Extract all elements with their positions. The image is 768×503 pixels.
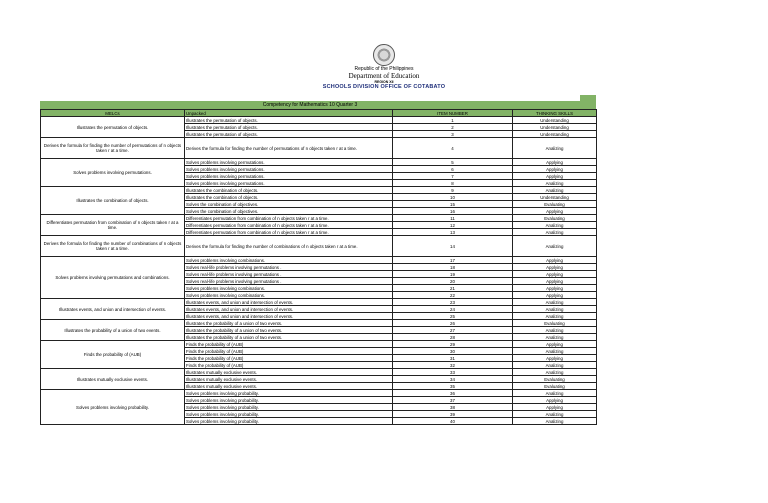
melc-cell: Illustrates the combination of objects. [41, 187, 185, 215]
unpacked-cell: Solves real-life problems involving permutations . [185, 264, 393, 271]
table-row [41, 257, 597, 264]
item-number-cell: 31 [393, 355, 513, 362]
thinking-skill-cell: Analizing [513, 299, 597, 306]
thinking-skill-cell: Analizing [513, 362, 597, 369]
unpacked-cell: Solves problems involving probability. [185, 390, 393, 397]
republic-text: Republic of the Philippines [354, 66, 414, 72]
unpacked-cell: Solves the combination of objectives. [185, 201, 393, 208]
unpacked-cell: Finds the probability of (AUB) [185, 341, 393, 348]
thinking-skill-cell: Analizing [513, 236, 597, 257]
thinking-skill-cell: Applying [513, 397, 597, 404]
unpacked-cell: Illustrates the permutation of objects. [185, 131, 393, 138]
thinking-skill-cell: Analizing [513, 348, 597, 355]
unpacked-cell: Solves the combination of objectives. [185, 208, 393, 215]
table-body [41, 117, 597, 425]
unpacked-cell: Solves problems involving combinations. [185, 257, 393, 264]
competency-table [40, 109, 597, 425]
unpacked-cell: Illustrates the probability of a union of two events. [185, 320, 393, 327]
document-header [0, 44, 768, 91]
unpacked-cell: Illustrates events, and union and intersection of events. [185, 306, 393, 313]
unpacked-cell: Finds the probability of (AUB) [185, 355, 393, 362]
column-header-unpacked: Unpacked [185, 110, 393, 117]
melc-cell: Derives the formula for finding the number of permutations of n objects taken r at a time. [41, 138, 185, 159]
thinking-skill-cell: Analizing [513, 334, 597, 341]
column-header-item-number: ITEM NUMBER [393, 110, 513, 117]
item-number-cell: 36 [393, 390, 513, 397]
item-number-cell: 21 [393, 285, 513, 292]
melc-cell: Differentiates permutation from combination of n objects taken r at a time. [41, 215, 185, 236]
thinking-skill-cell: Analizing [513, 187, 597, 194]
unpacked-cell: Solves problems involving probability. [185, 418, 393, 425]
competency-sheet [40, 101, 596, 425]
thinking-skill-cell: Analizing [513, 327, 597, 334]
item-number-cell: 30 [393, 348, 513, 355]
thinking-skill-cell: Applying [513, 159, 597, 166]
unpacked-cell: Solves problems involving combinations. [185, 292, 393, 299]
table-row [41, 341, 597, 348]
item-number-cell: 32 [393, 362, 513, 369]
thinking-skill-cell: Applying [513, 257, 597, 264]
unpacked-cell: Illustrates the combination of objects. [185, 194, 393, 201]
item-number-cell: 23 [393, 299, 513, 306]
unpacked-cell: Solves problems involving probability. [185, 411, 393, 418]
sheet-title: Competency for Mathematics 10 Quarter 3 [262, 102, 358, 108]
unpacked-cell: Solves problems involving probability. [185, 397, 393, 404]
thinking-skill-cell: Analizing [513, 390, 597, 397]
thinking-skill-cell: Understanding [513, 117, 597, 124]
unpacked-cell: Differentiates permutation from combination of n objects taken r at a time. [185, 222, 393, 229]
item-number-cell: 6 [393, 166, 513, 173]
unpacked-cell: Solves problems involving permutations. [185, 166, 393, 173]
thinking-skill-cell: Analizing [513, 313, 597, 320]
thinking-skill-cell: Applying [513, 264, 597, 271]
melc-cell: Finds the probability of (AUB) [41, 341, 185, 369]
melc-cell: Illustrates the probability of a union of two events. [41, 320, 185, 341]
item-number-cell: 12 [393, 222, 513, 229]
thinking-skill-cell: Analizing [513, 418, 597, 425]
thinking-skill-cell: Analizing [513, 222, 597, 229]
unpacked-cell: Solves real-life problems involving permutations . [185, 278, 393, 285]
thinking-skill-cell: Analizing [513, 411, 597, 418]
thinking-skill-cell: Applying [513, 208, 597, 215]
melc-cell: Illustrates mutually exclusive events. [41, 369, 185, 390]
item-number-cell: 14 [393, 236, 513, 257]
item-number-cell: 33 [393, 369, 513, 376]
thinking-skill-cell: Applying [513, 166, 597, 173]
thinking-skill-cell: Applying [513, 278, 597, 285]
melc-cell: Derives the formula for finding the number of combinations of n objects taken r at a time. [41, 236, 185, 257]
item-number-cell: 37 [393, 397, 513, 404]
melc-cell: Solves problems involving permutations and combinations. [41, 257, 185, 299]
unpacked-cell: Illustrates mutually exclusive events. [185, 369, 393, 376]
unpacked-cell: Derives the formula for finding the number of combinations of n objects taken r at a time. [185, 236, 393, 257]
unpacked-cell: Finds the probability of (AUB) [185, 362, 393, 369]
item-number-cell: 4 [393, 138, 513, 159]
column-header-thinking-skills: THINKING SKILLS [513, 110, 597, 117]
sheet-title-bar [40, 101, 596, 109]
unpacked-cell: Solves problems involving permutations. [185, 180, 393, 187]
item-number-cell: 24 [393, 306, 513, 313]
item-number-cell: 8 [393, 180, 513, 187]
thinking-skill-cell: Applying [513, 292, 597, 299]
melc-cell: Solves problems involving probability. [41, 390, 185, 425]
unpacked-cell: Illustrates events, and union and intersection of events. [185, 313, 393, 320]
item-number-cell: 34 [393, 376, 513, 383]
unpacked-cell: Illustrates mutually exclusive events. [185, 383, 393, 390]
item-number-cell: 2 [393, 124, 513, 131]
thinking-skill-cell: Understanding [513, 131, 597, 138]
region-text: REGION XII [374, 80, 394, 84]
item-number-cell: 40 [393, 418, 513, 425]
unpacked-cell: Derives the formula for finding the number of permutations of n objects taken r at a time. [185, 138, 393, 159]
thinking-skill-cell: Applying [513, 404, 597, 411]
item-number-cell: 22 [393, 292, 513, 299]
thinking-skill-cell: Applying [513, 341, 597, 348]
table-row [41, 117, 597, 124]
thinking-skill-cell: Applying [513, 271, 597, 278]
item-number-cell: 39 [393, 411, 513, 418]
unpacked-cell: Illustrates mutually exclusive events. [185, 376, 393, 383]
table-row [41, 369, 597, 376]
unpacked-cell: Solves real-life problems involving permutations . [185, 271, 393, 278]
thinking-skill-cell: Evaluating [513, 376, 597, 383]
unpacked-cell: Illustrates the probability of a union of two events. [185, 334, 393, 341]
melc-cell: Illustrates the permutation of objects. [41, 117, 185, 138]
unpacked-cell: Finds the probability of (AUB) [185, 348, 393, 355]
item-number-cell: 3 [393, 131, 513, 138]
column-header-melcs: MELCs [41, 110, 185, 117]
table-header-row [41, 110, 597, 117]
thinking-skill-cell: Evaluating [513, 383, 597, 390]
melc-cell: Solves problems involving permutations. [41, 159, 185, 187]
item-number-cell: 26 [393, 320, 513, 327]
thinking-skill-cell: Analizing [513, 180, 597, 187]
item-number-cell: 38 [393, 404, 513, 411]
item-number-cell: 9 [393, 187, 513, 194]
table-row [41, 320, 597, 327]
unpacked-cell: Illustrates the combination of objects. [185, 187, 393, 194]
item-number-cell: 13 [393, 229, 513, 236]
table-row [41, 187, 597, 194]
item-number-cell: 29 [393, 341, 513, 348]
melc-cell: Illustrates events, and union and intersection of events. [41, 299, 185, 320]
thinking-skill-cell: Understanding [513, 194, 597, 201]
item-number-cell: 11 [393, 215, 513, 222]
item-number-cell: 28 [393, 334, 513, 341]
item-number-cell: 27 [393, 327, 513, 334]
table-row [41, 138, 597, 159]
item-number-cell: 19 [393, 271, 513, 278]
thinking-skill-cell: Applying [513, 173, 597, 180]
deped-seal-icon [373, 44, 395, 66]
item-number-cell: 35 [393, 383, 513, 390]
item-number-cell: 1 [393, 117, 513, 124]
thinking-skill-cell: Applying [513, 285, 597, 292]
thinking-skill-cell: Evaluating [513, 215, 597, 222]
unpacked-cell: Illustrates events, and union and intersection of events. [185, 299, 393, 306]
thinking-skill-cell: Evaluating [513, 201, 597, 208]
item-number-cell: 15 [393, 201, 513, 208]
unpacked-cell: Solves problems involving permutations. [185, 159, 393, 166]
thinking-skill-cell: Understanding [513, 124, 597, 131]
item-number-cell: 5 [393, 159, 513, 166]
table-row [41, 236, 597, 257]
unpacked-cell: Illustrates the permutation of objects. [185, 124, 393, 131]
item-number-cell: 7 [393, 173, 513, 180]
item-number-cell: 10 [393, 194, 513, 201]
item-number-cell: 25 [393, 313, 513, 320]
thinking-skill-cell: Analizing [513, 229, 597, 236]
thinking-skill-cell: Analizing [513, 369, 597, 376]
table-row [41, 390, 597, 397]
table-row [41, 159, 597, 166]
department-text: Department of Education [348, 72, 420, 80]
table-row [41, 299, 597, 306]
item-number-cell: 17 [393, 257, 513, 264]
unpacked-cell: Solves problems involving probability. [185, 404, 393, 411]
unpacked-cell: Solves problems involving combinations. [185, 285, 393, 292]
unpacked-cell: Solves problems involving permutations. [185, 173, 393, 180]
thinking-skill-cell: Evaluating [513, 320, 597, 327]
office-text: SCHOOLS DIVISION OFFICE OF COTABATO [322, 84, 446, 90]
unpacked-cell: Illustrates the permutation of objects. [185, 117, 393, 124]
thinking-skill-cell: Analizing [513, 138, 597, 159]
item-number-cell: 16 [393, 208, 513, 215]
thinking-skill-cell: Analizing [513, 306, 597, 313]
item-number-cell: 18 [393, 264, 513, 271]
unpacked-cell: Illustrates the probability of a union of two events. [185, 327, 393, 334]
unpacked-cell: Differentiates permutation from combination of n objects taken r at a time. [185, 229, 393, 236]
item-number-cell: 20 [393, 278, 513, 285]
title-bar-tab [580, 95, 596, 101]
unpacked-cell: Differentiates permutation from combination of n objects taken r at a time. [185, 215, 393, 222]
table-row [41, 215, 597, 222]
thinking-skill-cell: Applying [513, 355, 597, 362]
